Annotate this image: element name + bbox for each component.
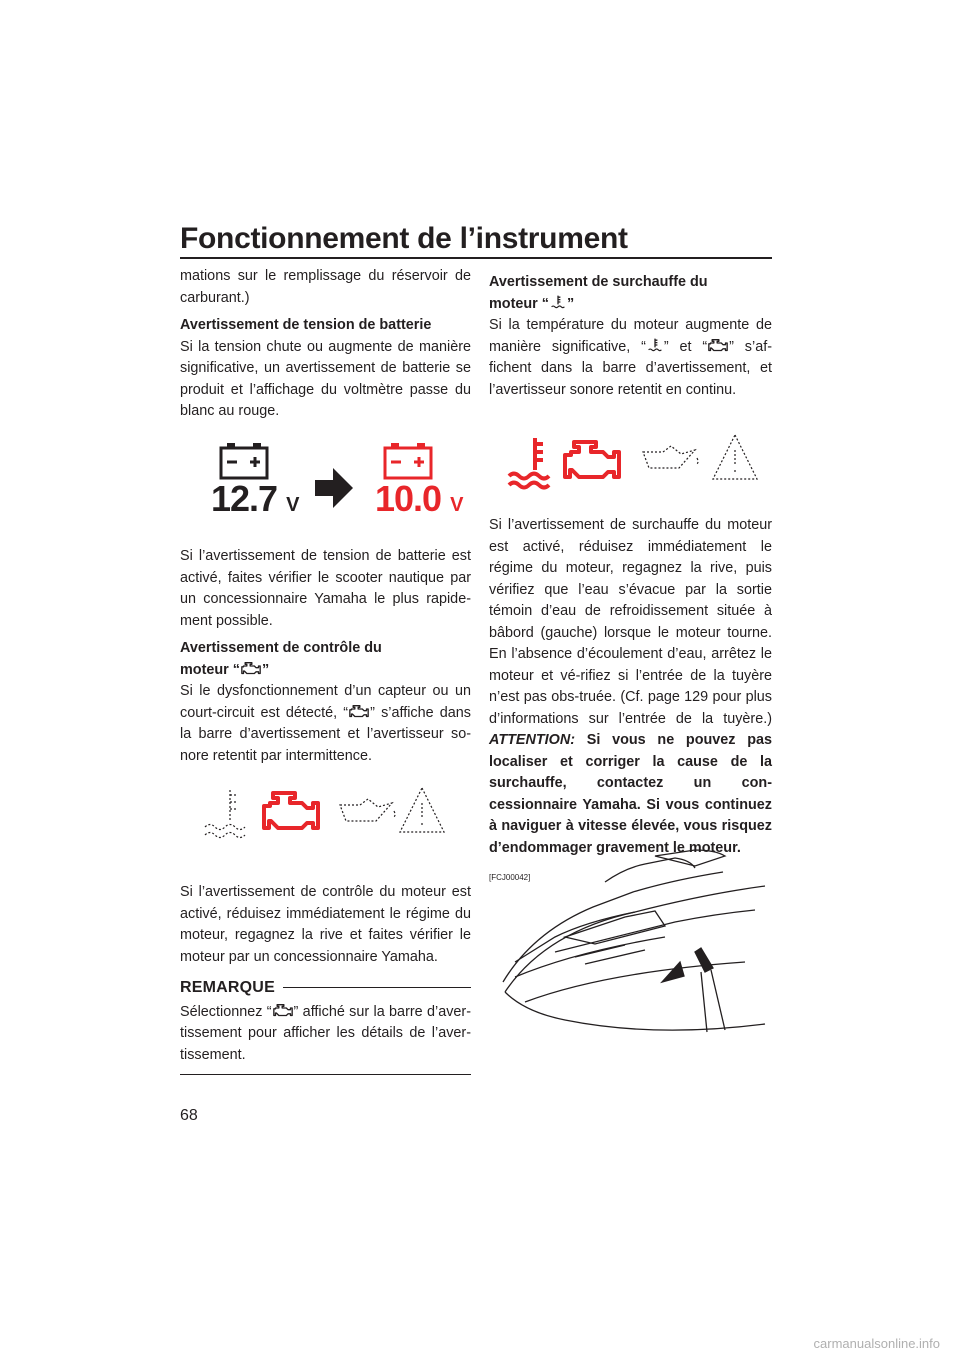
engine-icon [272,1003,294,1018]
warning-triangle-icon-dim [400,788,444,832]
engine-heading-line1: Avertissement de contrôle du [180,640,382,656]
right-column [489,272,772,401]
warning-triangle-icon-dim [713,435,757,479]
left-column-3 [180,882,471,968]
temperature-icon-dim [205,790,245,838]
engine-icon [348,704,370,719]
note-box [180,977,471,1066]
overheat-warning-svg [505,432,765,494]
overheat-text: Si la température du moteur augmente de manière significative, “ ” et “ ” s’af-fichent dans la barre d’avertissement, et l’avertisseur sonore retentit en continu. [489,317,772,398]
battery-icon-warning [385,443,431,478]
voltage-warning-value: 10.0 [375,478,442,519]
voltage-warning [375,478,462,520]
engine-heading-line2: moteur “ ” [180,661,270,678]
engine-icon-active [264,793,318,828]
watercraft-illustration [495,842,770,1042]
left-column [180,266,471,423]
right-column-2 [489,515,772,889]
overheat-warning-figure [505,432,765,494]
voltage-normal-value: 12.7 [211,478,278,519]
engine-icon [707,338,729,353]
left-column-2 [180,546,471,767]
engine-text: Si le dysfonctionnement d’un capteur ou un court-circuit est détecté, “ ” s’affiche dans la barre d’avertissement et l’avertisseur so-nore retentit par intermittence. [180,683,471,764]
engine-warning-svg [200,785,450,845]
battery-icon-normal [221,443,267,478]
engine-icon [240,661,262,676]
battery-voltage-figure [205,440,465,520]
battery-heading: Avertissement de tension de batterie [180,317,432,333]
note-rule [283,987,471,988]
overheat-heading-line1: Avertissement de surchauffe du [489,274,708,290]
voltage-normal [211,478,298,520]
temperature-icon-active [509,438,549,488]
page-number: 68 [180,1107,198,1124]
oil-icon-dim [643,446,698,468]
engine-icon-active [565,442,619,477]
doc-code: [FCJ00042] [489,873,531,882]
engine-after-text: Si l’avertissement de contrôle du moteur est activé, réduisez immédiatement le régime du moteur, regagnez la rive et faites vérifier le moteur par un concessionnaire Yamaha. [180,884,471,965]
voltage-normal-unit: V [286,494,299,516]
intro-text: mations sur le remplissage du réservoir de carburant.) [180,268,471,306]
page-title: Fonctionnement de l’instrument [180,222,628,255]
battery-text: Si la tension chute ou augmente de manière significative, un avertissement de batterie se produit et l’affichage du voltmètre passe du blanc au rouge. [180,338,471,419]
overheat-heading-line2: moteur “ ” [489,295,575,312]
watermark: carmanualsonline.info [813,1336,940,1351]
temperature-icon [549,294,567,310]
note-text: Sélectionnez “ ” affiché sur la barre d’aver-tissement pour afficher les détails de l’aver-tissement. [180,1003,471,1063]
attention-text: Si vous ne pouvez pas localiser et corriger la cause de la surchauffe, contactez un con-cessionnaire Yamaha. Si vous continuez à naviguer à vitesse élevée, vous risquez d’endommager gravement le moteur. [489,732,772,856]
oil-icon-dim [340,799,395,821]
battery-after-text: Si l’avertissement de tension de batterie est activé, faites vérifier le scooter nautique par un concessionnaire Yamaha le plus rapide-ment possible. [180,548,471,629]
note-bottom-rule [180,1074,471,1075]
temperature-icon [646,337,664,353]
title-rule [180,257,772,259]
engine-warning-figure [200,785,450,845]
watercraft-svg [495,842,770,1042]
voltage-warning-unit: V [450,494,463,516]
attention-label: ATTENTION: [489,732,576,748]
overheat-after-text: Si l’avertissement de surchauffe du moteur est activé, réduisez immédiatement le régime du moteur, regagnez la rive, puis vérifiez que l’eau s’évacue par la sortie témoin d’eau de refroidissement située à bâbord (gauche) lorsque le moteur tourne. En l’absence d’écoulement d’eau, arrêtez le moteur et vé-rifiez si l’entrée de la tuyère n’est pas obs-truée. (Cf. page 129 pour plus d’informations sur l’entrée de la tuyère.) ATTENTION: Si vous ne pouvez pas localiser et corriger la cause de la surchauffe, contactez un con-cessionnaire Yamaha. Si vous continuez à naviguer à vitesse élevée, vous risquez d’endommager gravement le moteur. [489,517,772,856]
arrow-right-icon [315,468,353,508]
note-title: REMARQUE [180,979,275,996]
